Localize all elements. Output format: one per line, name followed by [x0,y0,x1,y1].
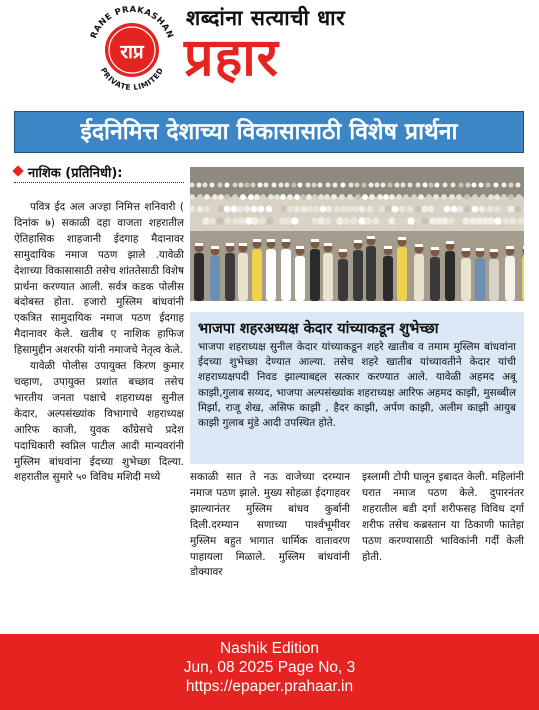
article-paragraph: पवित्र ईद अल अज्हा निमित्त शनिवारी ( दिनांक ७) सकाळी दहा वाजता शहरातील ऐतिहासिक शाहजानी ईदगाह मैदानावर सामुदायिक नमाज पठण झाले .यावेळी देशाच्या विकासासाठी तसेच शांततेसाठी विशेष प्रार्थना करण्यात आली. सर्वत्र कडक पोलीस बंदोबस्त होता. हजारो मुस्लिम बांधवांनी एकत्रित सामुदायिक नमाज पठण ईदगाह मैदानावर केले. खतीब ए नाशिक हाफिज हिसामुद्दीन अशरफी यांनी नमाजचे नेतृत्व केले. [14,201,184,357]
edition-date-page: Jun, 08 2025 Page No, 3 [183,659,356,676]
masthead-brand: प्रहार [184,28,279,88]
article-paragraph: यावेळी पोलीस उपायुक्त किरण कुमार चव्हाण, उपायुक्त प्रशांत बच्छाव तसेच भारतीय जनता पक्षाचे शहराध्यक्ष सुनील केदार, अल्पसंख्यांक विभागाचे शहराध्यक्ष आरिफ काजी, युवक काँग्रेसचे प्रदेश पदाधिकारी स्वप्निल पाटील आदी मान्यवरांनी मुस्लिम बांधवांना ईदच्या शुभेच्छा दिल्या. शहरातील सुमारे ५० विविध मशिदी मध्ये [14,360,184,484]
bureau-line [14,163,123,181]
epaper-url[interactable]: https://epaper.prahaar.in [185,678,354,695]
masthead-tagline: शब्दांना सत्याची धार [186,5,346,30]
edition-name: Nashik Edition [219,640,320,657]
logo-ring-bottom: PRIVATE LIMITED [98,66,166,92]
article-headline: ईदनिमित्त देशाच्या विकासासाठी विशेष प्रार्थना [14,111,524,153]
box-text: भाजपा शहराध्यक्ष सुनील केदार यांच्याकडून शहरे खातीब व तमाम मुस्लिम बांधवांना ईदच्या शुभेच्छा देण्यात आल्या. तसेच शहरे खातीब यांच्यावतीने केदार यांची शहराध्यक्षपदी निवड झाल्याबद्दल सत्कार करण्यात आले. यावेळी अहमद अबू काझी,गुलाब सय्यद, भाजपा अल्पसंख्यांक शहराध्यक्ष आरिफ अहमद काझी, मुसब्बील मिर्झा, राजू शेख, असिफ काझी , हैदर काझी, अर्पण काझी, अलीम काझी आयुब काझी गुलाब मुंडे आदी उपस्थित होते. [198,341,516,430]
box-title: भाजपा शहरअध्यक्ष केदार यांच्याकडून शुभेच्छा [198,321,439,337]
article-column-1 [14,200,184,486]
publisher-logo [84,4,180,92]
masthead [0,0,539,96]
edition-footer [0,634,539,710]
prayer-gathering-photo [190,167,524,301]
logo-mark: राप्र [120,41,144,63]
divider [14,182,184,183]
logo-ring-top: RANE PRAKASHAN [88,4,176,41]
article-column-3: इस्लामी टोपी घालून इबादत केली. महिलांनी घरात नमाज पठण केले. दुपारनंतर शहरातील बडी दर्गा शरीफसह विविध दर्गा शरीफ तसेच कब्रस्तान या ठिकाणी फातेहा पठण करण्यासाठी भाविकांनी गर्दी केली होती. [362,471,524,563]
article-column-2: सकाळी सात ते नऊ वाजेच्या दरम्यान नमाज पठण झाले. मुख्य सोहळा ईदगाहवर झाल्यानंतर मुस्लिम बांधव कुर्बानी दिली.दरम्यान सणाच्या पार्श्वभूमीवर मुस्लिम बहुत भागात धार्मिक वातावरण पाहायला मिळाले. मुस्लिम बांधवांनी डोक्यावर [190,471,350,579]
diamond-bullet-icon [12,165,23,176]
bureau-label: नाशिक (प्रतिनिधी): [28,166,123,181]
greetings-box [190,312,524,464]
